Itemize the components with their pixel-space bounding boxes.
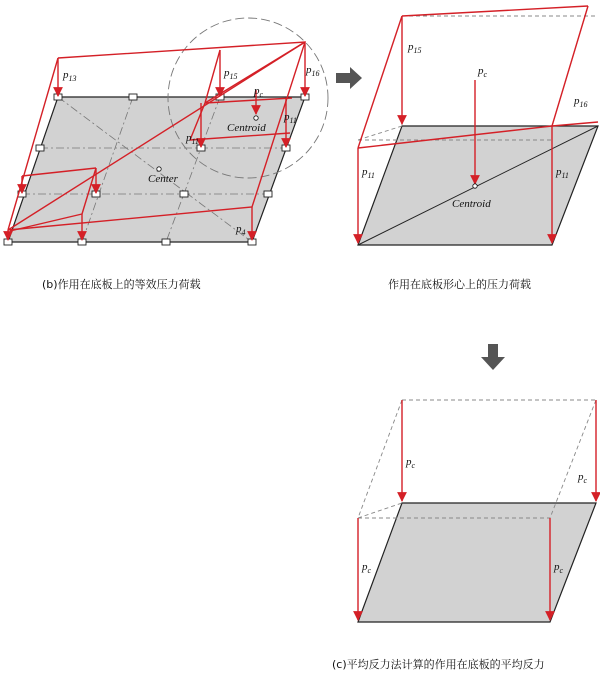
panel-centroid-load — [358, 6, 598, 291]
label-pc-c2: $p_c$ — [578, 471, 588, 485]
centroid-marker — [254, 116, 258, 120]
label-p16: $p_{16}$ — [306, 64, 320, 78]
caption-b: (b)作用在底板上的等效压力荷载 — [42, 278, 201, 291]
centroid-marker-mid — [473, 184, 477, 188]
load-box-dashed-c — [358, 400, 596, 518]
label-pc-mid: $p_c$ — [478, 65, 488, 79]
label-p11: $p_{11}$ — [186, 132, 199, 146]
label-centroid: Centroid — [227, 122, 266, 134]
label-centroid-mid: Centroid — [452, 198, 491, 210]
label-p1: $p_{11}$ — [284, 111, 297, 125]
panel-b-equivalent-loads — [4, 18, 328, 291]
label-p16-mid: $p_{16}$ — [574, 95, 588, 109]
label-p13: $p_{13}$ — [63, 69, 77, 83]
caption-mid: 作用在底板形心上的压力荷载 — [388, 278, 531, 291]
label-pc: $p_c$ — [254, 85, 264, 99]
label-p4: $p_4$ — [236, 223, 246, 237]
label-p11-left: $p_{11}$ — [362, 166, 375, 180]
label-pc-c1: $p_c$ — [406, 456, 416, 470]
load-box-dashed — [358, 16, 598, 140]
center-marker — [157, 167, 161, 171]
arrow-down-icon — [481, 344, 505, 370]
base-plate-c — [358, 503, 596, 622]
arrow-right-icon — [336, 67, 362, 89]
label-pc-c3: $p_c$ — [362, 561, 372, 575]
label-pc-c4: $p_c$ — [554, 561, 564, 575]
label-p11-right: $p_{11}$ — [556, 166, 569, 180]
label-center: Center — [148, 173, 178, 185]
label-p15: $p_{15}$ — [224, 67, 238, 81]
panel-c-average-reaction — [332, 400, 596, 671]
label-p15-mid: $p_{15}$ — [408, 41, 422, 55]
caption-c: (c)平均反力法计算的作用在底板的平均反力 — [332, 658, 545, 671]
